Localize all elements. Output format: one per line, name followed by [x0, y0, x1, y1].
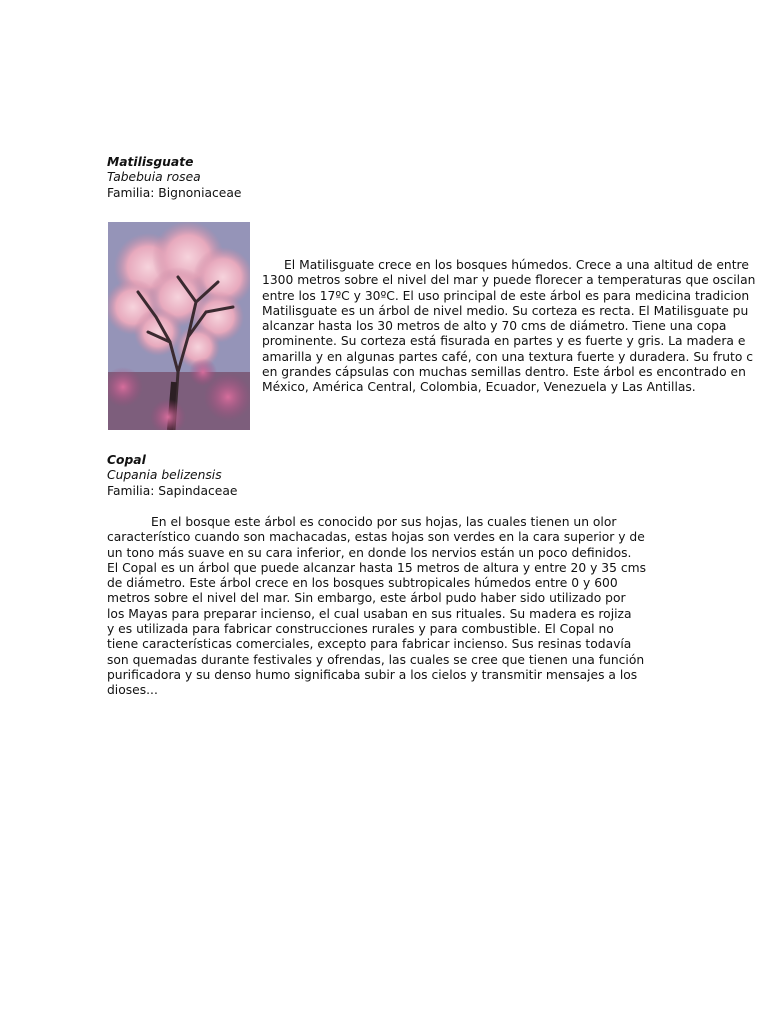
description-line: En el bosque este árbol es conocido por sus hojas, las cuales tienen un olor	[151, 515, 617, 529]
description-line: prominente. Su corteza está fisurada en partes y es fuerte y gris. La madera e	[262, 334, 746, 349]
description-line: los Mayas para preparar incienso, el cual usaban en sus rituales. Su madera es rojiza	[107, 606, 632, 621]
entry-header-copal	[107, 453, 237, 499]
family-label: Familia: Sapindaceae	[107, 483, 238, 498]
description-line: 1300 metros sobre el nivel del mar y puede florecer a temperaturas que oscilan	[262, 273, 756, 288]
description-line: amarilla y en algunas partes café, con una textura fuerte y duradera. Su fruto c	[262, 349, 754, 364]
description-line: entre los 17ºC y 30ºC. El uso principal de este árbol es para medicina tradicion	[262, 288, 750, 303]
family-label: Familia: Bignoniaceae	[107, 185, 242, 200]
description-copal	[107, 515, 667, 699]
common-name: Copal	[107, 453, 146, 467]
description-line: alcanzar hasta los 30 metros de alto y 70 cms de diámetro. Tiene una copa	[262, 319, 727, 334]
description-matilisguate	[262, 258, 768, 396]
entry-header-matilisguate	[107, 155, 241, 201]
common-name: Matilisguate	[107, 155, 194, 169]
description-line: característico cuando son machacadas, estas hojas son verdes en la cara superior y de	[107, 530, 645, 545]
scientific-name: Cupania belizensis	[107, 468, 222, 483]
scientific-name: Tabebuia rosea	[107, 170, 201, 185]
description-line: de diámetro. Este árbol crece en los bosques subtropicales húmedos entre 0 y 600	[107, 576, 618, 591]
description-line: purificadora y su denso humo significaba subir a los cielos y transmitir mensajes a los	[107, 667, 638, 682]
description-line: metros sobre el nivel del mar. Sin embargo, este árbol pudo haber sido utilizado por	[107, 591, 626, 606]
description-line: son quemadas durante festivales y ofrendas, las cuales se cree que tienen una función	[107, 652, 645, 667]
description-line: en grandes cápsulas con muchas semillas dentro. Este árbol es encontrado en	[262, 365, 746, 380]
description-line: México, América Central, Colombia, Ecuador, Venezuela y Las Antillas.	[262, 380, 696, 395]
flowering-tree-photo	[108, 222, 250, 430]
description-line: Matilisguate es un árbol de nivel medio. Su corteza es recta. El Matilisguate pu	[262, 303, 749, 318]
description-line: dioses...	[107, 683, 158, 698]
description-line: El Copal es un árbol que puede alcanzar hasta 15 metros de altura y entre 20 y 35 cms	[107, 560, 646, 575]
description-line: un tono más suave en su cara inferior, en donde los nervios están un poco definidos.	[107, 545, 632, 560]
description-line: tiene características comerciales, excepto para fabricar incienso. Sus resinas todavía	[107, 637, 632, 652]
description-line: y es utilizada para fabricar construcciones rurales y para combustible. El Copal no	[107, 622, 614, 637]
description-line: El Matilisguate crece en los bosques húmedos. Crece a una altitud de entre	[284, 258, 749, 272]
